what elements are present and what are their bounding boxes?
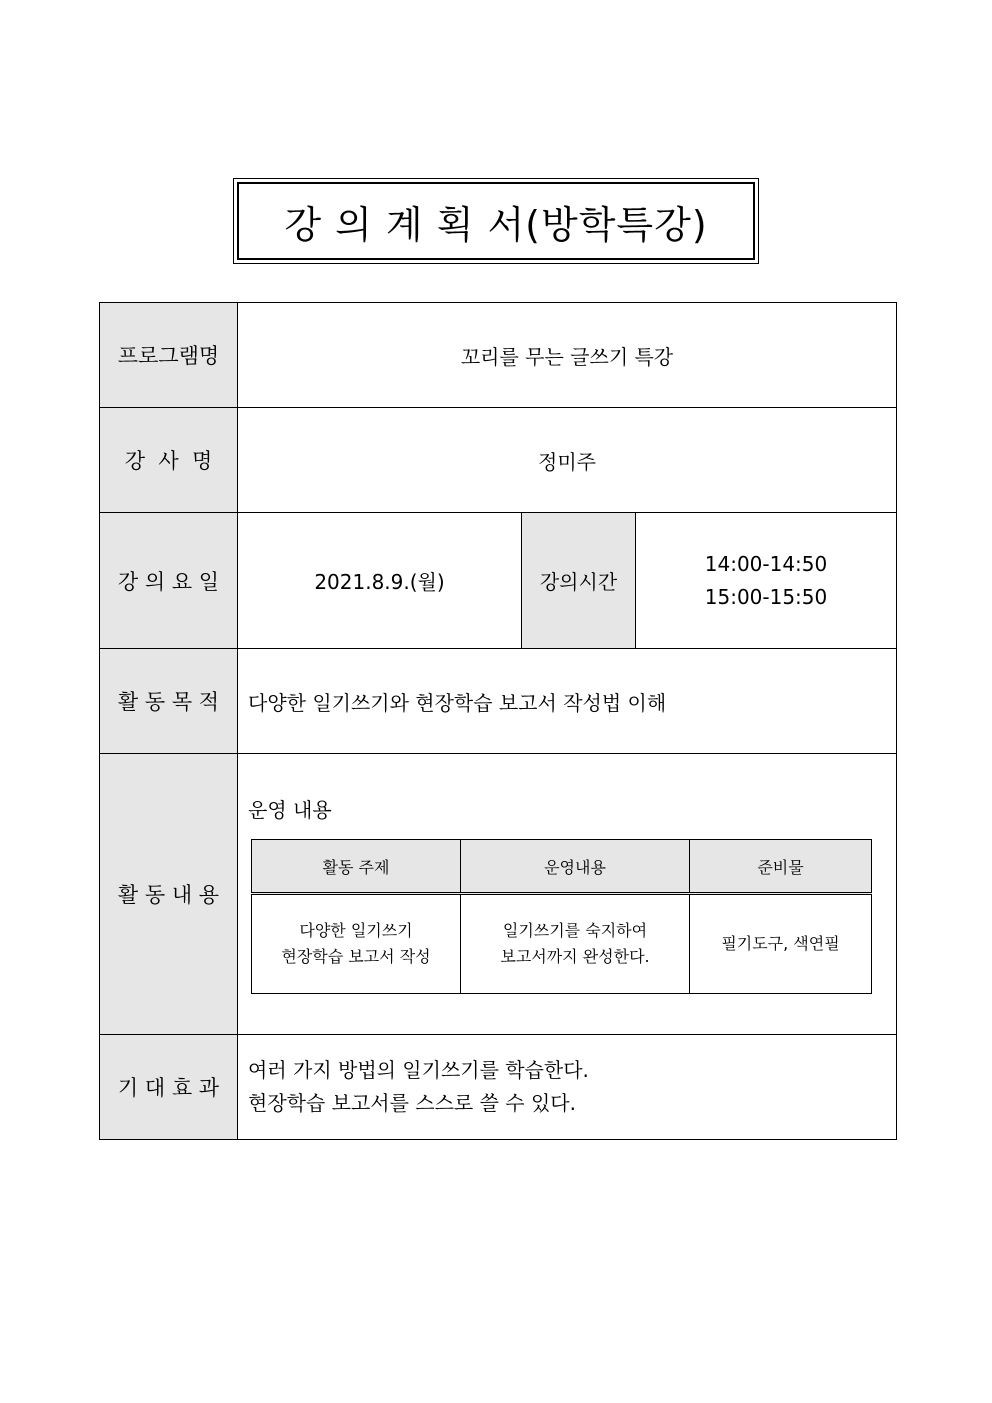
header-materials: 준비물 — [690, 840, 872, 894]
date-label: 강 의 요 일 — [100, 513, 238, 649]
time-label: 강의시간 — [522, 513, 636, 649]
instructor-value: 정미주 — [238, 408, 897, 513]
instructor-label: 강 사 명 — [100, 408, 238, 513]
purpose-value: 다양한 일기쓰기와 현장학습 보고서 작성법 이해 — [238, 649, 897, 754]
cell-topic-line-2: 현장학습 보고서 작성 — [281, 947, 431, 966]
cell-topic-line-1: 다양한 일기쓰기 — [299, 921, 413, 940]
activity-row — [252, 894, 872, 994]
row-date — [100, 513, 897, 649]
purpose-label: 활 동 목 적 — [100, 649, 238, 754]
activity-header-row — [252, 840, 872, 894]
row-content — [100, 754, 897, 1035]
effect-value — [238, 1035, 897, 1140]
activity-table — [251, 839, 872, 994]
row-instructor — [100, 408, 897, 513]
effect-line-2: 현장학습 보고서를 스스로 쓸 수 있다. — [248, 1091, 576, 1115]
row-purpose — [100, 649, 897, 754]
time-line-1: 14:00-14:50 — [704, 551, 828, 576]
date-value: 2021.8.9.(월) — [238, 513, 522, 649]
cell-operation — [461, 894, 690, 994]
content-label: 활 동 내 용 — [100, 754, 238, 1035]
title-box — [233, 178, 759, 264]
document-title: 강 의 계 획 서(방학특강) — [284, 202, 708, 247]
cell-topic — [252, 894, 461, 994]
content-subtitle: 운영 내용 — [248, 798, 332, 822]
row-program — [100, 303, 897, 408]
cell-operation-line-1: 일기쓰기를 숙지하여 — [502, 921, 648, 940]
plan-table — [99, 302, 897, 1140]
header-operation: 운영내용 — [461, 840, 690, 894]
cell-operation-line-2: 보고서까지 완성한다. — [500, 947, 650, 966]
content-cell — [238, 754, 897, 1035]
row-effect — [100, 1035, 897, 1140]
title-inner-frame — [237, 182, 755, 260]
program-label: 프로그램명 — [100, 303, 238, 408]
effect-label: 기 대 효 과 — [100, 1035, 238, 1140]
time-line-2: 15:00-15:50 — [704, 584, 828, 609]
program-value: 꼬리를 무는 글쓰기 특강 — [238, 303, 897, 408]
effect-line-1: 여러 가지 방법의 일기쓰기를 학습한다. — [248, 1058, 589, 1082]
cell-materials: 필기도구, 색연필 — [690, 894, 872, 994]
time-value — [636, 513, 897, 649]
header-topic: 활동 주제 — [252, 840, 461, 894]
